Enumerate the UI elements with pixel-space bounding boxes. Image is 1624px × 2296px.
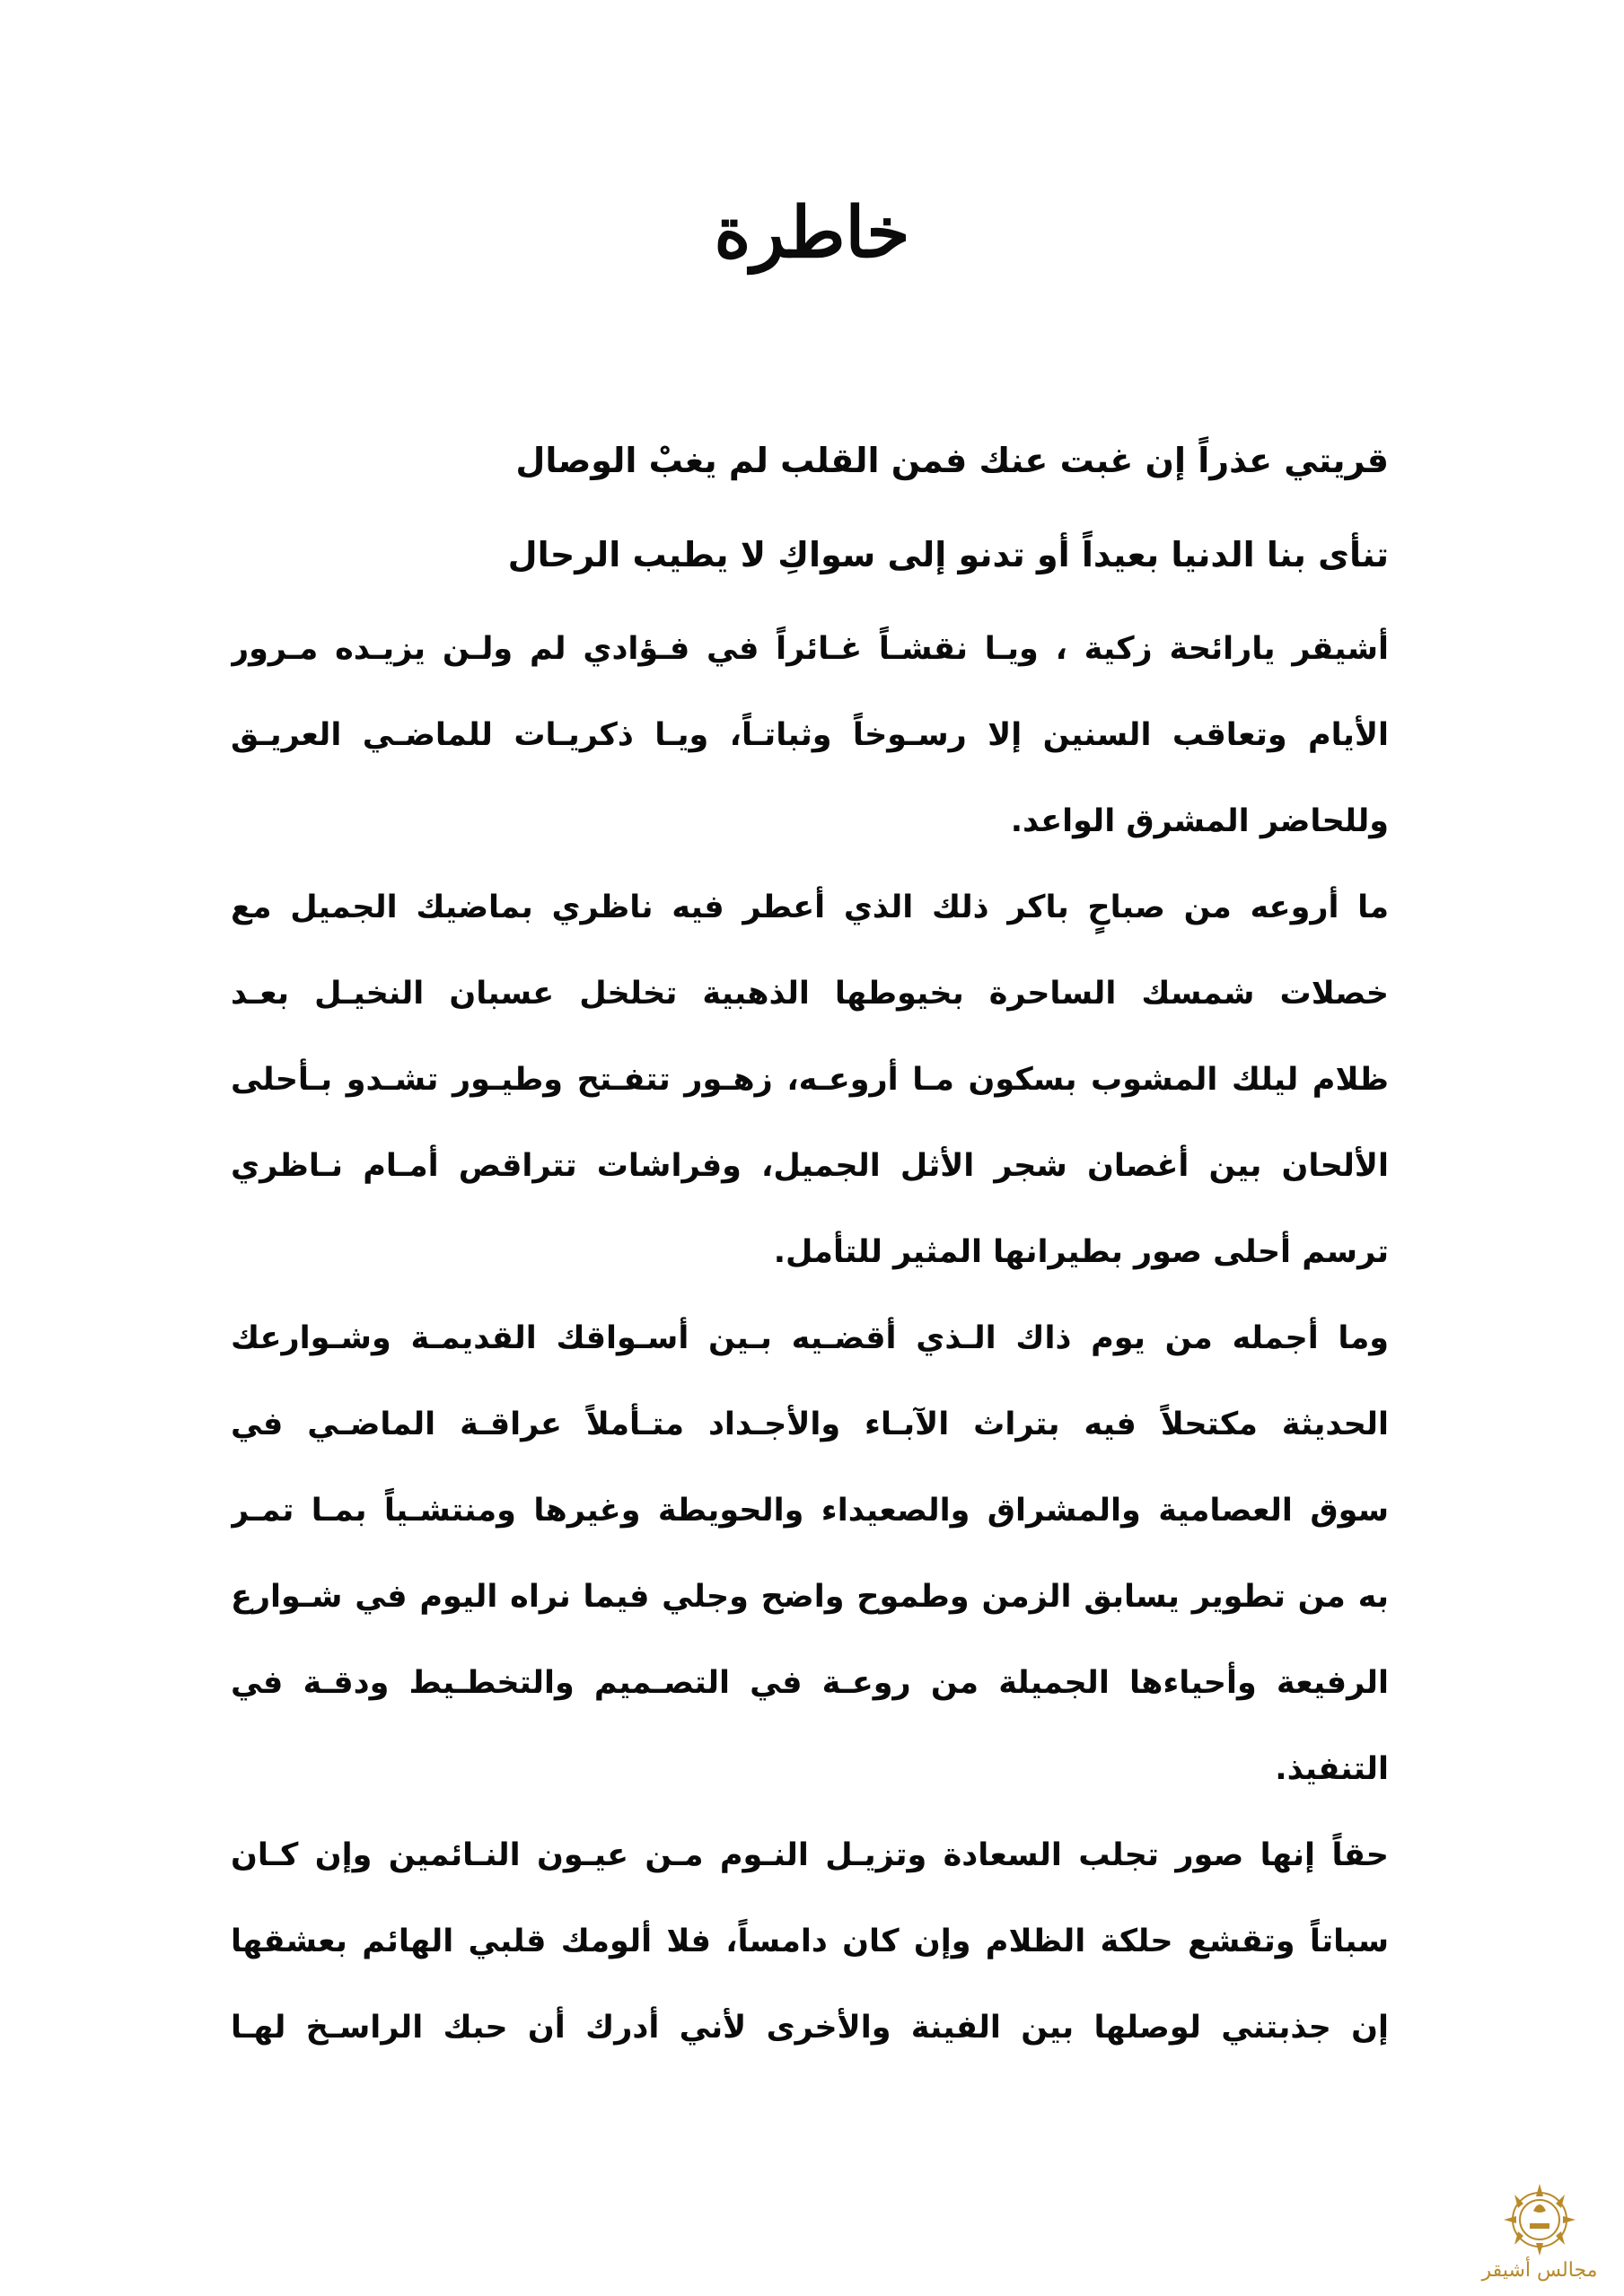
text-line: أشيقر يارائحة زكية ، ويـا نقشـاً غـائراً في فـؤادي لم ولـن يزيـده مـرور: [231, 631, 1389, 667]
text-line: الرفيعة وأحياءها الجميلة من روعـة في التصـميم والتخطـيط ودقـة في: [231, 1665, 1389, 1701]
page-title: خاطرة: [714, 192, 910, 274]
watermark-logo: [1472, 2177, 1607, 2289]
paragraph-2: [231, 864, 1389, 1295]
paragraph-3: [231, 1295, 1389, 1812]
text-line: حقاً إنها صور تجلب السعادة وتزيـل النـوم مـن عيـون النـائمين وإن كـان: [231, 1837, 1389, 1873]
text-line: التنفيذ.: [1275, 1751, 1389, 1787]
text-line: الألحان بين أغصان شجر الأثل الجميل، وفراشات تتراقص أمـام نـاظري: [231, 1148, 1389, 1184]
paragraph-1: [231, 606, 1389, 864]
text-line: ظلام ليلك المشوب بسكون مـا أروعـه، زهـور تتفـتح وطيـور تشـدو بـأحلى: [231, 1062, 1389, 1098]
paragraph-4: [231, 1812, 1389, 2071]
text-line: سباتاً وتقشع حلكة الظلام وإن كان دامساً، فلا ألومك قلبي الهائم بعشقها: [231, 1924, 1389, 1959]
text-line: خصلات شمسك الساحرة بخيوطها الذهبية تخلخل عسبان النخيـل بعـد: [231, 976, 1389, 1012]
body-text: [231, 606, 1389, 2071]
text-line: به من تطوير يسابق الزمن وطموح واضح وجلي فيما نراه اليوم في شـوارع: [231, 1579, 1389, 1615]
text-line: الحديثة مكتحلاً فيه بتراث الآبـاء والأجـداد متـأملاً عراقـة الماضـي في: [231, 1407, 1389, 1442]
logo-caption: مجالس أشيقر: [1481, 2259, 1598, 2282]
text-line: ما أروعه من صباحٍ باكر ذلك الذي أعطر فيه ناظري بماضيك الجميل مع: [231, 889, 1389, 925]
text-line: وللحاضر المشرق الواعد.: [1010, 803, 1389, 839]
verse-line-1: قريتي عذراً إن غبت عنك فمن القلب لم يغبْ الوصال: [515, 441, 1389, 480]
text-line: وما أجمله من يوم ذاك الـذي أقضـيه بـين أسـواقك القديمـة وشـوارعك: [231, 1320, 1389, 1356]
text-line: سوق العصامية والمشراق والصعيداء والحويطة وغيرها ومنتشـياً بمـا تمـر: [231, 1493, 1389, 1529]
text-line: إن جذبتني لوصلها بين الفينة والأخرى لأني أدرك أن حبك الراسـخ لهـا: [231, 2010, 1389, 2046]
text-line: الأيام وتعاقب السنين إلا رسـوخاً وثباتـاً، ويـا ذكريـات للماضـي العريـق: [231, 717, 1389, 753]
emblem-icon: [1472, 2177, 1607, 2262]
text-line: ترسم أحلى صور بطيرانها المثير للتأمل.: [773, 1234, 1389, 1270]
verse-line-2: تنأى بنا الدنيا بعيداً أو تدنو إلى سواكِ لا يطيب الرحال: [507, 535, 1389, 574]
